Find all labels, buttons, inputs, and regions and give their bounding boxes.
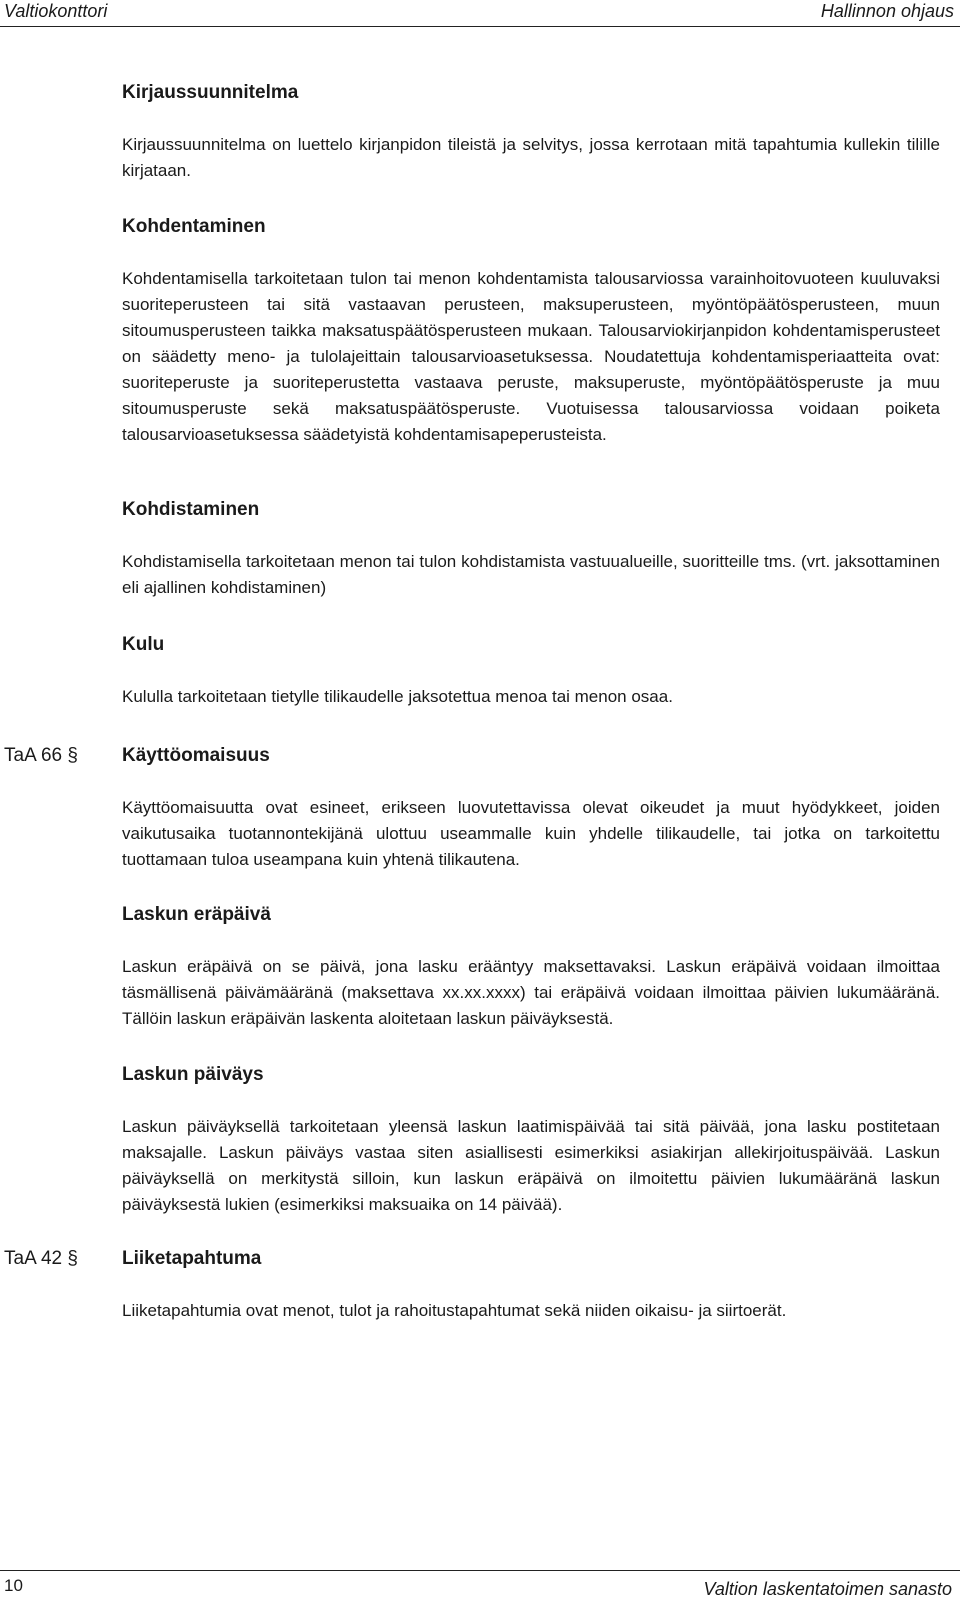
entry-title: Kulu <box>122 634 165 655</box>
entry-title: Kirjaussuunnitelma <box>122 82 299 103</box>
entry-body: Kirjaussuunnitelma on luettelo kirjanpidon tileistä ja selvitys, jossa kerrotaan mitä tapahtumia kullekin tilille kirjataan. <box>122 135 940 180</box>
entry-body: Kohdistamisella tarkoitetaan menon tai tulon kohdistamista vastuualueille, suoritteille tms. (vrt. jaksottaminen eli ajallinen kohdistaminen) <box>122 552 940 597</box>
entry-laskun-paivays <box>122 1062 940 1218</box>
entry-body: Laskun eräpäivä on se päivä, jona lasku erääntyy maksettavaksi. Laskun eräpäivä voidaan ilmoittaa täsmällisenä päivämääränä (maksettava xx.xx.xxxx) tai eräpäivä voidaan ilmoittaa päivien lukumääränä. Tällöin laskun eräpäivän laskenta aloitetaan laskun päiväyksestä. <box>122 957 940 1028</box>
entry-body: Laskun päiväyksellä tarkoitetaan yleensä laskun laatimispäivää tai sitä päivää, jona lasku postitetaan maksajalle. Laskun päiväys vastaa siten asiallisesti esimerkiksi asiakirjan allekirjoituspäivää. Laskun päiväyksellä on merkitystä silloin, kun laskun eräpäivä on ilmoitettu päivien lukumääränä laskun päiväyksestä lukien (esimerkiksi maksuaika on 14 päivää). <box>122 1117 940 1214</box>
legal-reference: TaA 66 § <box>4 745 78 766</box>
header-publisher: Valtiokonttori <box>4 1 108 21</box>
running-header <box>0 0 960 27</box>
entry-title: Liiketapahtuma <box>122 1248 262 1269</box>
entry-body: Liiketapahtumia ovat menot, tulot ja rahoitustapahtumat sekä niiden oikaisu- ja siirtoerät. <box>122 1301 787 1320</box>
entry-kohdistaminen <box>122 497 940 601</box>
entry-title: Kohdistaminen <box>122 499 260 520</box>
entry-title: Laskun eräpäivä <box>122 904 271 925</box>
entry-laskun-erapaiva <box>122 902 940 1032</box>
legal-reference: TaA 42 § <box>4 1248 78 1269</box>
entry-body: Käyttöomaisuutta ovat esineet, erikseen luovutettavissa olevat oikeudet ja muut hyödykkeet, joiden vaikutusaika tuotannontekijänä ulottuu useammalle kuin yhdelle tilikaudelle, tai jotka on tarkoitettu tuottamaan tuloa useampana kuin yhtenä tilikautena. <box>122 798 940 869</box>
entry-body: Kululla tarkoitetaan tietylle tilikaudelle jaksotettua menoa tai menon osaa. <box>122 687 673 706</box>
publication-title: Valtion laskentatoimen sanasto <box>703 1579 952 1599</box>
entry-body: Kohdentamisella tarkoitetaan tulon tai menon kohdentamista talousarviossa varainhoitovuoteen kuuluvaksi suoriteperusteen tai sitä vastaavan perusteen, maksuperusteen, myöntöpäätösperusteen, muun sitoumusperusteen taikka maksatuspäätösperusteen mukaan. Talousarviokirjanpidon kohdentamisperusteet on säädetty meno- ja tulolajeittain talousarvioasetuksessa. Noudatettuja kohdentamisperiaatteita ovat: suoriteperuste ja suoriteperustetta vastaava peruste, maksuperuste, myöntöpäätösperuste ja muu sitoumusperuste sekä maksatuspäätösperuste. Vuotuisessa talousarviossa voidaan poiketa talousarvioasetuksessa säädetyistä kohdentamisapeperusteista. <box>122 269 940 444</box>
entry-title: Käyttöomaisuus <box>122 745 270 766</box>
entry-kohdentaminen <box>122 214 940 448</box>
entry-title: Laskun päiväys <box>122 1064 264 1085</box>
header-section-title: Hallinnon ohjaus <box>820 1 954 21</box>
entry-kayttoomaisuus <box>122 743 940 873</box>
entry-title: Kohdentaminen <box>122 216 266 237</box>
entry-liiketapahtuma <box>122 1246 940 1324</box>
entry-kirjaussuunnitelma <box>122 80 940 184</box>
page-number: 10 <box>4 1576 23 1595</box>
running-footer <box>0 1570 960 1602</box>
entry-kulu <box>122 632 940 710</box>
